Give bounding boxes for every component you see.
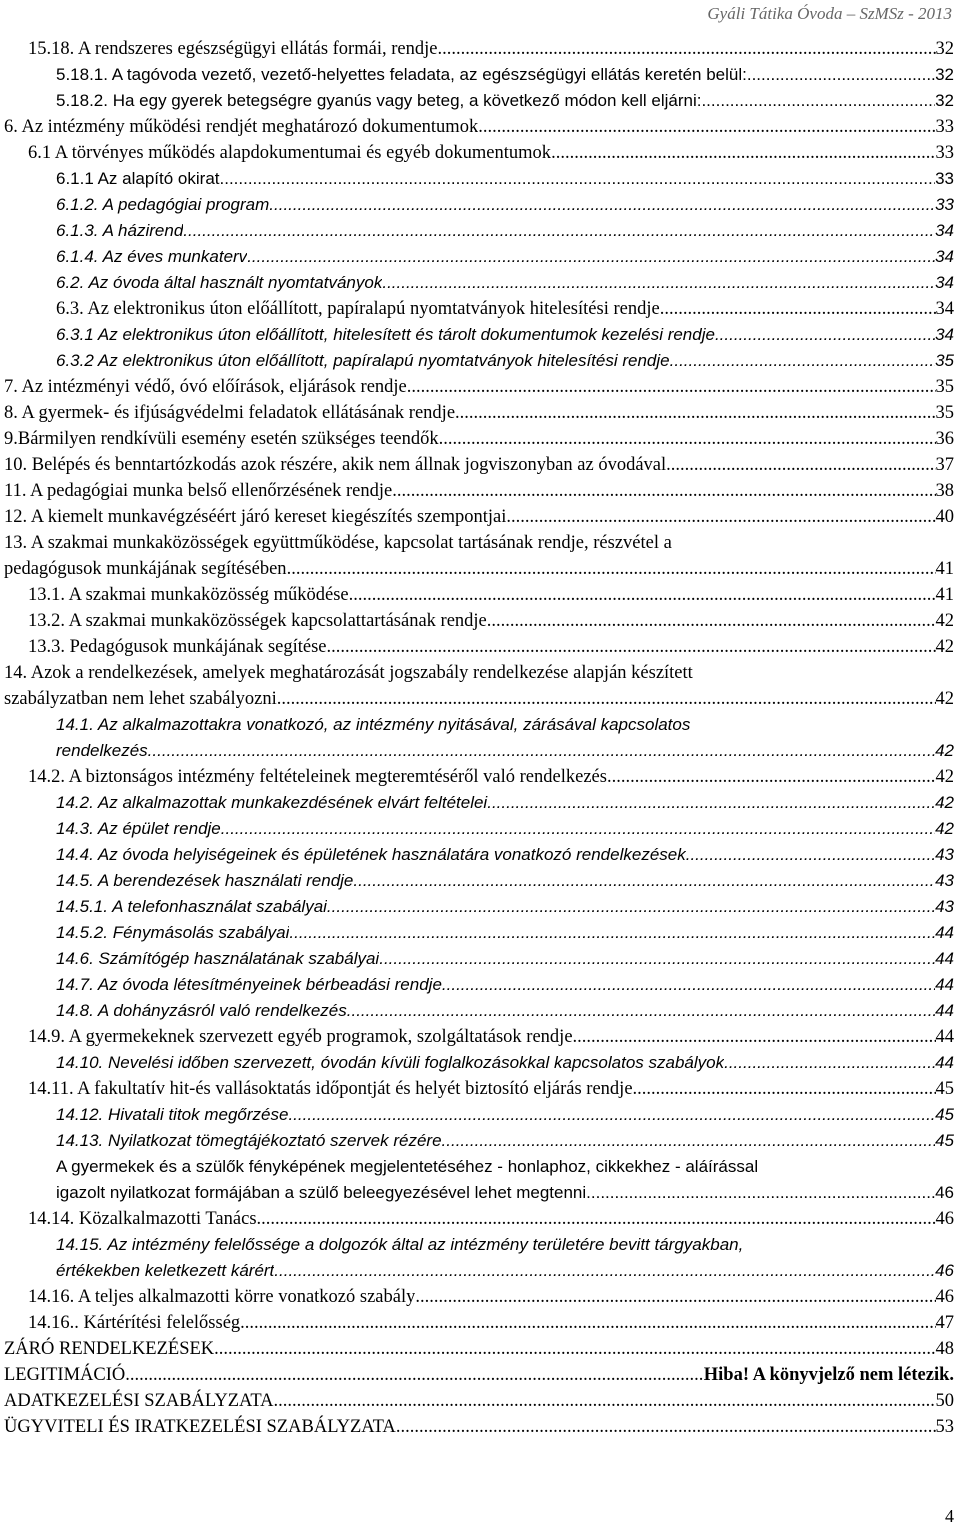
toc-entry-title: 14.4. Az óvoda helyiségeinek és épületének használatára vonatkozó rendelkezések [56, 845, 686, 864]
toc-entry[interactable] [0, 1414, 960, 1440]
toc-entry-page: 42 [935, 611, 954, 631]
toc-entry-page: 42 [935, 767, 954, 787]
toc-leader-dots [455, 400, 935, 426]
toc-leader-dots [715, 322, 935, 348]
toc-leader-dots [478, 114, 935, 140]
toc-entry-title: 10. Belépés és benntartózkodás azok részére, akik nem állnak jogviszonyban az óvodával. [4, 455, 671, 475]
toc-entry-page: 34 [935, 299, 954, 319]
toc-leader-dots [125, 1362, 703, 1388]
page-number: 4 [945, 1506, 954, 1526]
toc-leader-dots [148, 738, 935, 764]
toc-entry[interactable] [0, 1024, 960, 1050]
toc-entry[interactable] [0, 62, 960, 88]
toc-entry-title: 13.1. A szakmai munkaközösség működése [28, 585, 349, 605]
toc-entry-title-line: 14.15. Az intézmény felelőssége a dolgozók által az intézmény területére bevitt tárgyakban, [56, 1235, 744, 1254]
toc-leader-dots [327, 894, 935, 920]
toc-leader-dots [686, 842, 935, 868]
toc-entry[interactable] [0, 88, 960, 114]
toc-entry-title: 12. A kiemelt munkavégzéséért járó kereset kiegészítés szempontjai [4, 507, 507, 527]
toc-entry[interactable] [0, 244, 960, 270]
toc-entry-page: 33 [935, 195, 954, 214]
toc-entry[interactable] [0, 1154, 960, 1206]
toc-entry[interactable] [0, 920, 960, 946]
toc-entry-page: 42 [935, 637, 954, 657]
toc-leader-dots [269, 192, 935, 218]
toc-entry-page: 36 [935, 429, 954, 449]
toc-entry-title: LEGITIMÁCIÓ [4, 1365, 126, 1385]
toc-leader-dots [506, 504, 935, 530]
toc-entry-page: 46 [935, 1287, 954, 1307]
toc-entry-page: 46 [935, 1183, 954, 1202]
toc-entry-title-line: 14.1. Az alkalmazottakra vonatkozó, az intézmény nyitásával, zárásával kapcsolatos [56, 715, 691, 734]
toc-leader-dots [701, 88, 935, 114]
toc-leader-dots [288, 1102, 935, 1128]
toc-entry[interactable] [0, 192, 960, 218]
toc-leader-dots [407, 374, 936, 400]
toc-entry-title: 6.3.2 Az elektronikus úton előállított, papíralapú nyomtatványok hitelesítési rendje [56, 351, 670, 370]
toc-leader-dots [274, 1388, 936, 1414]
toc-leader-dots [327, 634, 936, 660]
toc-leader-dots [347, 998, 935, 1024]
toc-leader-dots [671, 452, 936, 478]
toc-leader-dots [415, 1284, 935, 1310]
toc-leader-dots [633, 1076, 936, 1102]
toc-entry-page: 32 [935, 91, 954, 110]
toc-leader-dots [353, 868, 935, 894]
running-header: Gyáli Tátika Óvoda – SzMSz - 2013 [707, 4, 952, 23]
toc-entry-title: 14.12. Hivatali titok megőrzése [56, 1105, 289, 1124]
toc-entry-page: 42 [935, 793, 954, 812]
toc-entry[interactable] [0, 530, 960, 582]
toc-entry[interactable] [0, 608, 960, 634]
toc-entry-page: 38 [935, 481, 954, 501]
toc-leader-dots [487, 608, 936, 634]
toc-entry-title: 15.18. A rendszeres egészségügyi ellátás formái, rendje [28, 39, 438, 59]
toc-entry-title: ZÁRÓ RENDELKEZÉSEK [4, 1339, 215, 1359]
toc-entry-page: 43 [935, 897, 954, 916]
toc-leader-dots [396, 1414, 936, 1440]
toc-entry-title: 6.1.4. Az éves munkaterv [56, 247, 248, 266]
toc-leader-dots [247, 244, 935, 270]
toc-entry-page: 33 [935, 169, 954, 188]
toc-entry-page: 32 [935, 65, 954, 84]
toc-entry-title: 14.10. Nevelési időben szervezett, óvodán kívüli foglalkozásokkal kapcsolatos szabályok [56, 1053, 725, 1072]
toc-entry-title: 9.Bármilyen rendkívüli esemény esetén szükséges teendők [4, 429, 439, 449]
toc-entry[interactable] [0, 36, 960, 62]
toc-entry-title: 6.1 A törvényes működés alapdokumentumai és egyéb dokumentumok [28, 143, 552, 163]
toc-entry[interactable] [0, 1284, 960, 1310]
toc-entry-page: 46 [935, 1209, 954, 1229]
toc-entry[interactable] [0, 478, 960, 504]
toc-entry-page: 42 [935, 819, 954, 838]
toc-entry-title: pedagógusok munkájának segítésében [4, 559, 287, 579]
toc-entry[interactable] [0, 1128, 960, 1154]
toc-entry-title: 5.18.2. Ha egy gyerek betegségre gyanús vagy beteg, a következő módon kell eljárni: [56, 91, 702, 110]
toc-leader-dots [257, 1206, 936, 1232]
toc-entry-title: 6.3.1 Az elektronikus úton előállított, hitelesített és tárolt dokumentumok kezelési rendje [56, 325, 715, 344]
toc-entry-page: Hiba! A könyvjelző nem létezik. [703, 1365, 954, 1385]
toc-entry-page: 47 [935, 1313, 954, 1333]
toc-entry[interactable] [0, 348, 960, 374]
toc-entry-page: 37 [935, 455, 954, 475]
toc-leader-dots [551, 140, 935, 166]
toc-entry[interactable] [0, 296, 960, 322]
toc-entry-title: 14.7. Az óvoda létesítményeinek bérbeadási rendje [56, 975, 442, 994]
toc-entry-title: 13.2. A szakmai munkaközösségek kapcsolattartásának rendje [28, 611, 487, 631]
toc-leader-dots [214, 1336, 935, 1362]
toc-entry[interactable] [0, 1336, 960, 1362]
toc-leader-dots [660, 296, 936, 322]
toc-entry-page: 46 [935, 1261, 954, 1280]
toc-entry-title: 6.1.3. A házirend [56, 221, 184, 240]
toc-entry-page: 50 [935, 1391, 954, 1411]
toc-entry-title: ADATKEZELÉSI SZABÁLYZATA [4, 1391, 274, 1411]
toc-leader-dots [724, 1050, 935, 1076]
toc-leader-dots [289, 920, 935, 946]
toc-entry-page: 45 [935, 1079, 954, 1099]
toc-entry-title: 14.2. A biztonságos intézmény feltételeinek megteremtéséről való rendelkezés [28, 767, 607, 787]
toc-entry-page: 53 [935, 1417, 954, 1437]
toc-entry[interactable] [0, 660, 960, 712]
toc-leader-dots [221, 816, 935, 842]
toc-leader-dots [287, 556, 936, 582]
toc-entry-page: 35 [935, 377, 954, 397]
toc-entry-title: 14.5.2. Fénymásolás szabályai [56, 923, 290, 942]
toc-entry[interactable] [0, 374, 960, 400]
toc-leader-dots [277, 686, 936, 712]
toc-entry-page: 33 [935, 117, 954, 137]
toc-entry-title: ÜGYVITELI ÉS IRATKEZELÉSI SZABÁLYZATA [4, 1417, 396, 1437]
toc-entry-title: 11. A pedagógiai munka belső ellenőrzésének rendje [4, 481, 393, 501]
toc-entry-title: 14.14. Közalkalmazotti Tanács [28, 1209, 257, 1229]
toc-leader-dots [442, 972, 935, 998]
toc-entry-title: 14.5. A berendezések használati rendje [56, 871, 354, 890]
toc-entry-title: 14.3. Az épület rendje [56, 819, 221, 838]
toc-entry-page: 40 [935, 507, 954, 527]
toc-entry[interactable] [0, 452, 960, 478]
toc-entry-title: értékekben keletkezett kárért [56, 1261, 275, 1280]
toc-entry[interactable] [0, 946, 960, 972]
toc-entry-page: 33 [935, 143, 954, 163]
toc-entry-title: 6.1.1 Az alapító okirat [56, 169, 220, 188]
toc-entry-page: 34 [935, 273, 954, 292]
toc-entry-title: 13.3. Pedagógusok munkájának segítése [28, 637, 327, 657]
toc-entry[interactable] [0, 140, 960, 166]
toc-entry-title: 6. Az intézmény működési rendjét meghatározó dokumentumok [4, 117, 479, 137]
toc-entry[interactable] [0, 426, 960, 452]
toc-entry[interactable] [0, 972, 960, 998]
toc-entry[interactable] [0, 816, 960, 842]
toc-leader-dots [591, 1180, 935, 1206]
toc-entry[interactable] [0, 764, 960, 790]
toc-leader-dots [240, 1310, 935, 1336]
toc-entry-title: 14.13. Nyilatkozat tömegtájékoztató szervek rézére [56, 1131, 442, 1150]
toc-entry[interactable] [0, 712, 960, 764]
toc-entry-page: 34 [935, 221, 954, 240]
toc-leader-dots [670, 348, 935, 374]
toc-entry-title: rendelkezés [56, 741, 148, 760]
toc-entry[interactable] [0, 790, 960, 816]
toc-entry[interactable] [0, 1388, 960, 1414]
toc-leader-dots [274, 1258, 935, 1284]
toc-entry[interactable] [0, 400, 960, 426]
toc-entry-page: 41 [935, 559, 954, 579]
toc-leader-dots [379, 946, 935, 972]
toc-entry[interactable] [0, 868, 960, 894]
toc-entry-page: 35 [935, 403, 954, 423]
toc-entry-title-line: 14. Azok a rendelkezések, amelyek meghatározását jogszabály rendelkezése alapján készített [4, 663, 693, 683]
toc-leader-dots [437, 36, 935, 62]
toc-entry[interactable] [0, 322, 960, 348]
toc-entry[interactable] [0, 894, 960, 920]
toc-leader-dots [349, 582, 936, 608]
toc-entry-title: 14.16. A teljes alkalmazotti körre vonatkozó szabály [28, 1287, 416, 1307]
toc-leader-dots [607, 764, 936, 790]
table-of-contents [0, 36, 960, 1440]
toc-entry-page: 42 [935, 689, 954, 709]
toc-entry-title-line: 13. A szakmai munkaközösségek együttműködése, kapcsolat tartásának rendje, részvétel a [4, 533, 672, 553]
toc-entry[interactable] [0, 1206, 960, 1232]
toc-entry-page: 48 [935, 1339, 954, 1359]
toc-entry-page: 44 [935, 1053, 954, 1072]
toc-entry-page: 32 [935, 39, 954, 59]
toc-entry-title-line: A gyermekek és a szülők fényképének megjelentetéséhez - honlaphoz, cikkekhez - aláírással [56, 1157, 759, 1176]
toc-leader-dots [747, 62, 935, 88]
toc-entry-page: 44 [935, 975, 954, 994]
toc-entry-title: 14.9. A gyermekeknek szervezett egyéb programok, szolgáltatások rendje [28, 1027, 573, 1047]
toc-entry-title: szabályzatban nem lehet szabályozni [4, 689, 277, 709]
toc-entry[interactable] [0, 270, 960, 296]
toc-entry[interactable] [0, 634, 960, 660]
toc-entry[interactable] [0, 1232, 960, 1284]
toc-entry-title: 14.8. A dohányzásról való rendelkezés [56, 1001, 347, 1020]
toc-entry-title: 14.6. Számítógép használatának szabályai [56, 949, 380, 968]
toc-entry-page: 44 [935, 949, 954, 968]
toc-entry[interactable] [0, 504, 960, 530]
toc-entry-page: 44 [935, 923, 954, 942]
toc-entry-page: 43 [935, 871, 954, 890]
toc-entry[interactable] [0, 1102, 960, 1128]
toc-entry[interactable] [0, 1050, 960, 1076]
toc-entry-title: 14.16.. Kártérítési felelősség [28, 1313, 241, 1333]
toc-entry-title: 14.5.1. A telefonhasználat szabályai [56, 897, 327, 916]
toc-entry[interactable] [0, 114, 960, 140]
toc-entry-page: 35 [935, 351, 954, 370]
toc-entry[interactable] [0, 998, 960, 1024]
toc-leader-dots [183, 218, 935, 244]
toc-entry-page: 43 [935, 845, 954, 864]
toc-entry[interactable] [0, 218, 960, 244]
toc-entry[interactable] [0, 582, 960, 608]
toc-entry-page: 34 [935, 247, 954, 266]
toc-entry-page: 44 [935, 1001, 954, 1020]
toc-entry[interactable] [0, 1362, 960, 1388]
toc-entry[interactable] [0, 1076, 960, 1102]
toc-leader-dots [492, 790, 935, 816]
toc-entry-page: 44 [935, 1027, 954, 1047]
toc-entry-page: 34 [935, 325, 954, 344]
toc-entry[interactable] [0, 842, 960, 868]
toc-leader-dots [382, 270, 935, 296]
toc-entry-title: 5.18.1. A tagóvoda vezető, vezető-helyettes feladata, az egészségügyi ellátás keretén belül: [56, 65, 747, 84]
toc-entry-title: 6.1.2. A pedagógiai program [56, 195, 270, 214]
toc-entry-title: 6.2. Az óvoda által használt nyomtatványok [56, 273, 383, 292]
toc-entry-title: 6.3. Az elektronikus úton előállított, papíralapú nyomtatványok hitelesítési rendje [56, 299, 660, 319]
toc-leader-dots [392, 478, 935, 504]
toc-entry-title: 14.2. Az alkalmazottak munkakezdésének elvárt feltételei. [56, 793, 492, 812]
toc-entry-title: 14.11. A fakultatív hit-és vallásoktatás időpontját és helyét biztosító eljárás rendje [28, 1079, 633, 1099]
toc-leader-dots [442, 1128, 936, 1154]
toc-leader-dots [573, 1024, 936, 1050]
toc-entry-title: 7. Az intézményi védő, óvó előírások, eljárások rendje [4, 377, 407, 397]
toc-entry[interactable] [0, 166, 960, 192]
toc-entry-page: 45 [935, 1131, 954, 1150]
toc-entry-page: 41 [935, 585, 954, 605]
toc-entry-page: 42 [935, 741, 954, 760]
toc-entry-title: igazolt nyilatkozat formájában a szülő beleegyezésével lehet megtenni. [56, 1183, 591, 1202]
toc-leader-dots [439, 426, 936, 452]
toc-entry-title: 8. A gyermek- és ifjúságvédelmi feladatok ellátásának rendje [4, 403, 456, 423]
toc-entry[interactable] [0, 1310, 960, 1336]
toc-leader-dots [220, 166, 936, 192]
toc-entry-page: 45 [935, 1105, 954, 1124]
